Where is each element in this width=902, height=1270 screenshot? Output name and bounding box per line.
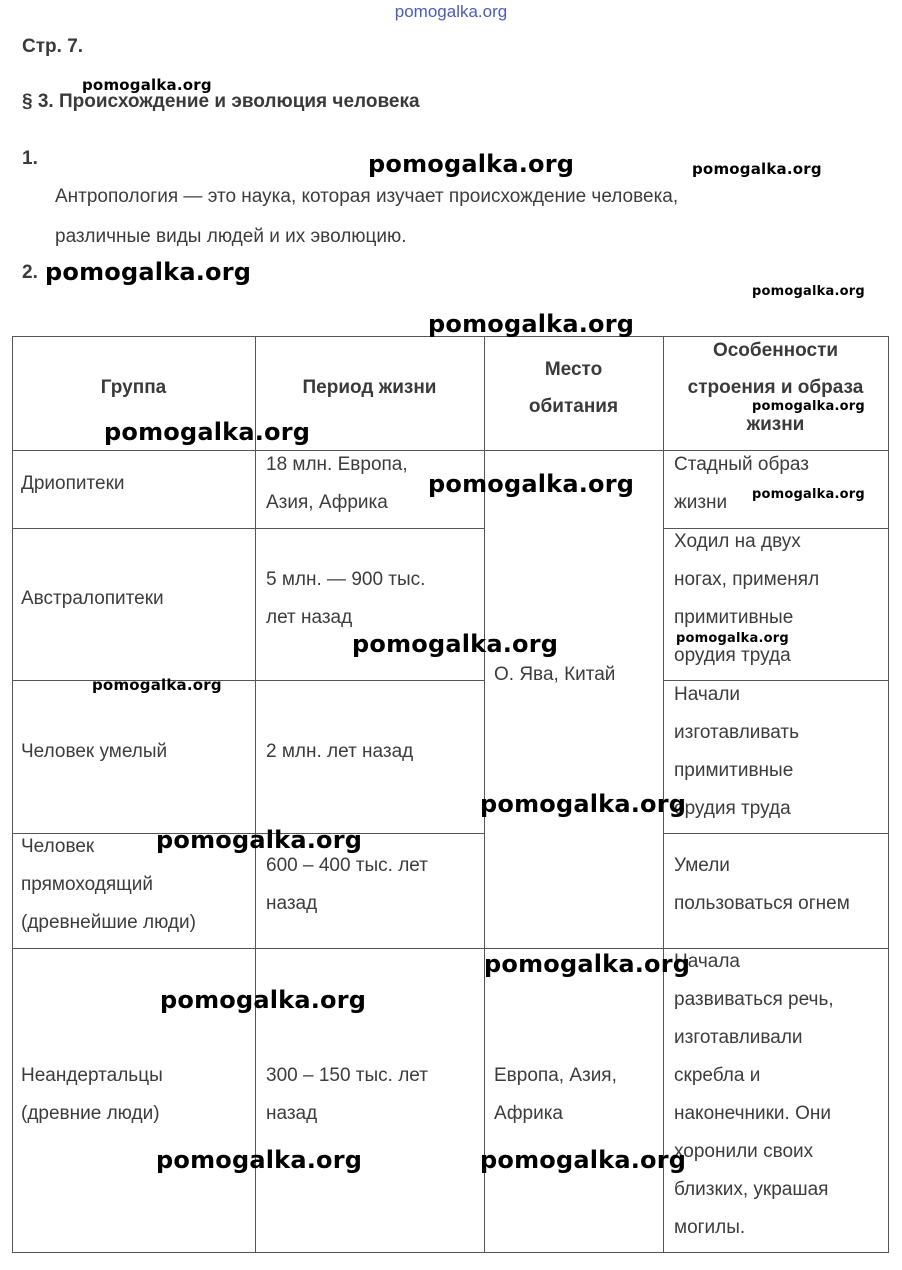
- row-3-features: Начали изготавливать примитивные орудия труда: [674, 684, 800, 819]
- page-reference: Стр. 7.: [22, 36, 84, 57]
- row-4-features: Умели пользоваться огнем: [674, 855, 850, 914]
- watermark: pomogalka.org: [752, 284, 865, 299]
- watermark: pomogalka.org: [676, 631, 789, 646]
- table-border-bottom: [12, 1252, 889, 1253]
- row-5-habitat: Европа, Азия, Африка: [494, 1065, 617, 1124]
- row-2-group: Австралопитеки: [21, 588, 164, 609]
- row-3-period: 2 млн. лет назад: [266, 741, 414, 762]
- watermark: pomogalka.org: [480, 790, 687, 818]
- watermark: pomogalka.org: [752, 399, 865, 414]
- row-1-group: Дриопитеки: [21, 473, 125, 494]
- watermark: pomogalka.org: [156, 1146, 363, 1174]
- row-3-group: Человек умелый: [21, 741, 168, 762]
- watermark: pomogalka.org: [484, 950, 691, 978]
- column-divider-1: [255, 336, 256, 1253]
- watermark: pomogalka.org: [92, 676, 222, 694]
- row-4-group: Человек прямоходящий (древнейшие люди): [21, 836, 196, 933]
- question-2-number: 2.: [22, 262, 38, 283]
- watermark: pomogalka.org: [752, 487, 865, 502]
- question-1-answer-line-1: Антропология — это наука, которая изучает происхождение человека,: [55, 186, 679, 207]
- row-1-features: Стадный образ жизни: [674, 454, 809, 513]
- watermark: pomogalka.org: [428, 470, 635, 498]
- row-divider-right-3: [663, 833, 889, 834]
- table-border-left: [12, 336, 13, 1253]
- site-header-link[interactable]: pomogalka.org: [394, 2, 508, 21]
- header-features: Особенности строения и образа жизни: [687, 340, 864, 435]
- watermark: pomogalka.org: [82, 76, 212, 94]
- header-group: Группа: [100, 377, 167, 398]
- table-border-right: [888, 336, 889, 1253]
- row-5-group: Неандертальцы (древние люди): [21, 1065, 163, 1124]
- watermark: pomogalka.org: [160, 986, 367, 1014]
- watermark: pomogalka.org: [45, 258, 252, 286]
- row-2-features: Ходил на двух ногах, применял примитивные орудия труда: [674, 531, 820, 666]
- watermark: pomogalka.org: [352, 630, 559, 658]
- row-divider-left-2: [12, 680, 485, 681]
- row-divider-left-1: [12, 528, 485, 529]
- watermark: pomogalka.org: [692, 160, 822, 178]
- row-1-period: 18 млн. Европа, Азия, Африка: [266, 454, 408, 513]
- header-period: Период жизни: [302, 377, 437, 398]
- row-2-period: 5 млн. — 900 тыс. лет назад: [266, 569, 426, 628]
- row-4-period: 600 – 400 тыс. лет назад: [266, 855, 428, 914]
- watermark: pomogalka.org: [480, 1146, 687, 1174]
- row-5-period: 300 – 150 тыс. лет назад: [266, 1065, 428, 1124]
- watermark: pomogalka.org: [428, 310, 635, 338]
- row-5-features: Начала развиваться речь, изготавливали скребла и наконечники. Они хоронили своих близких, украшая могилы.: [674, 951, 834, 1238]
- watermark: pomogalka.org: [156, 826, 363, 854]
- question-1-number: 1.: [22, 148, 38, 169]
- header-habitat: Место обитания: [528, 359, 619, 417]
- habitat-merged: О. Ява, Китай: [494, 664, 616, 685]
- watermark: pomogalka.org: [104, 418, 311, 446]
- section-title: § 3. Происхождение и эволюция человека: [22, 91, 420, 112]
- question-1-answer-line-2: различные виды людей и их эволюцию.: [55, 226, 407, 247]
- watermark: pomogalka.org: [368, 150, 575, 178]
